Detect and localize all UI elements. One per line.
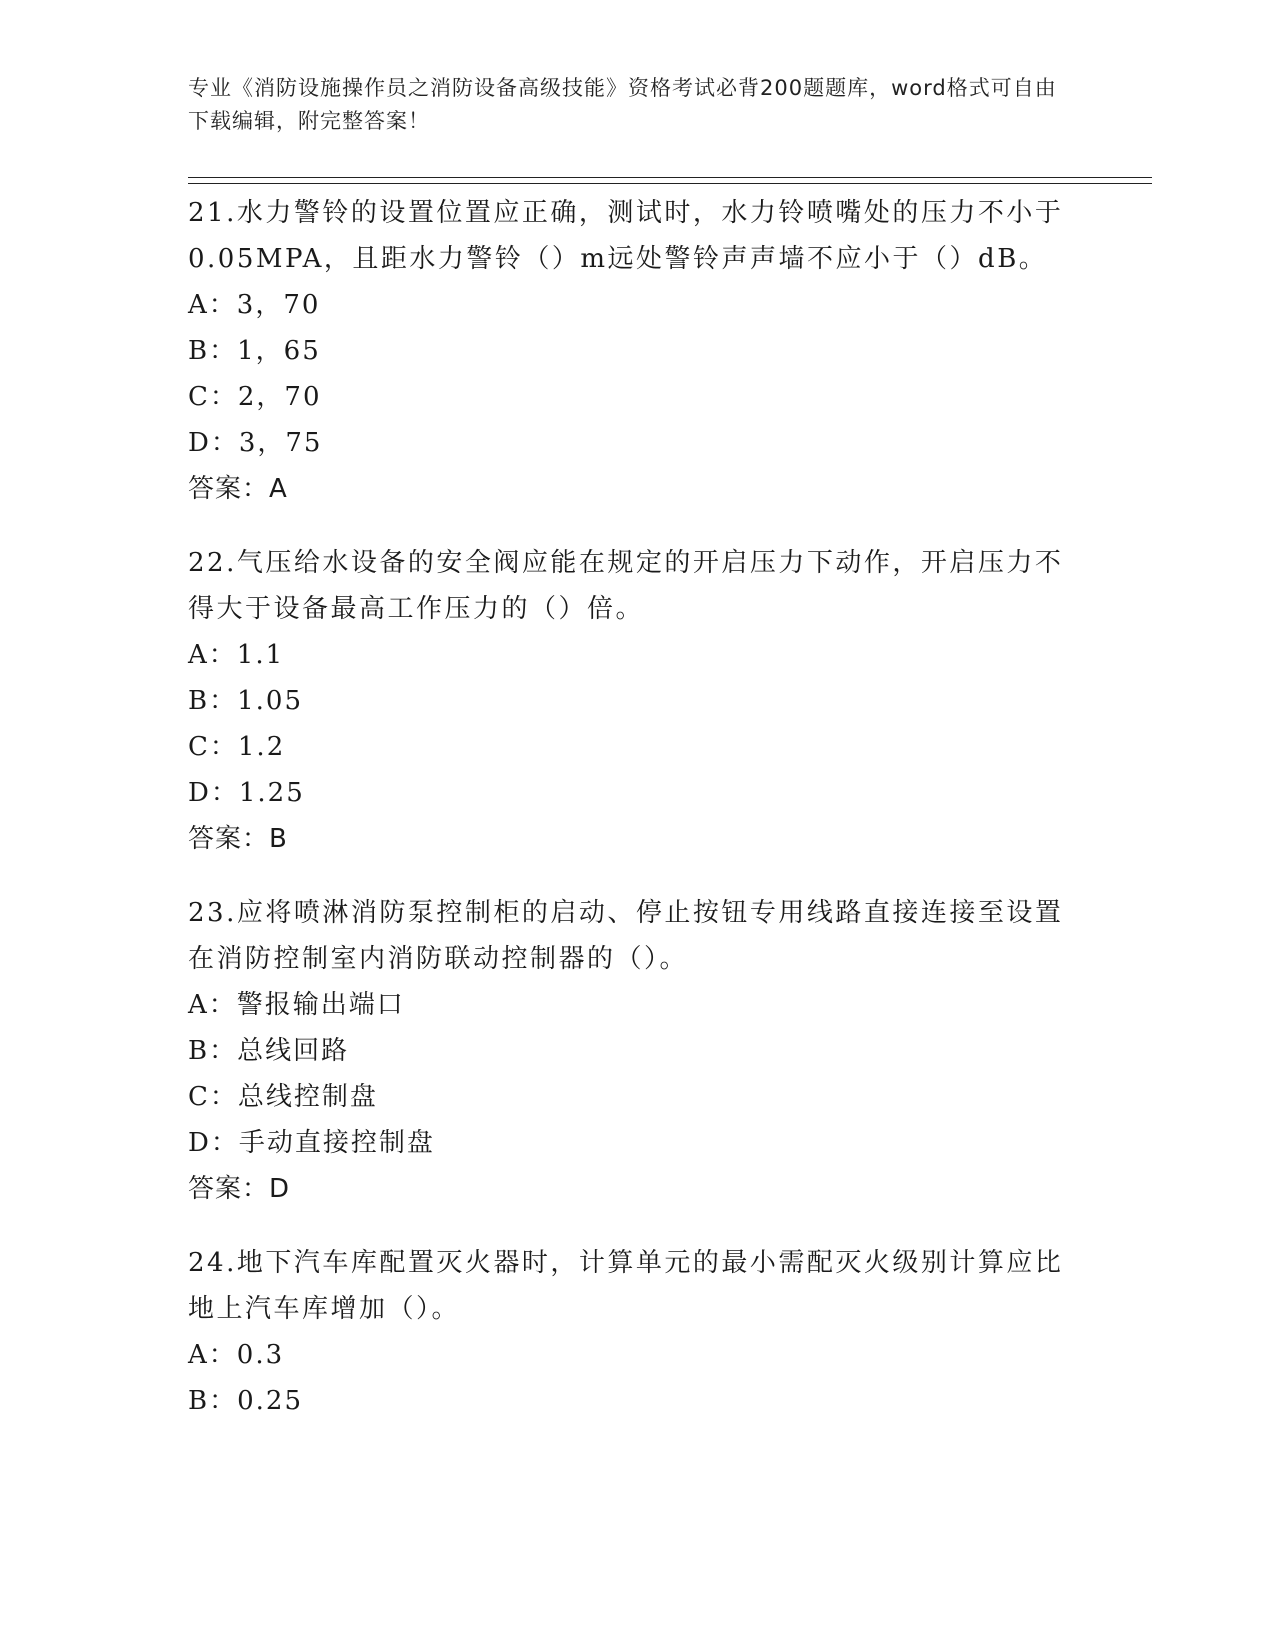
question-stem: 24.地下汽车库配置灭火器时，计算单元的最小需配灭火级别计算应比地上汽车库增加（）。	[188, 1248, 1064, 1324]
question-22	[188, 540, 1088, 862]
option-b: B：1，65	[188, 336, 321, 366]
question-24	[188, 1240, 1088, 1424]
option-d: D：1.25	[188, 778, 305, 808]
option-c: C：总线控制盘	[188, 1082, 378, 1112]
option-a: A：1.1	[188, 640, 285, 670]
option-a: A：0.3	[188, 1340, 285, 1370]
option-b: B：1.05	[188, 686, 303, 716]
option-b: B：总线回路	[188, 1036, 350, 1066]
option-b: B：0.25	[188, 1386, 303, 1416]
question-23	[188, 890, 1088, 1212]
option-d: D：手动直接控制盘	[188, 1128, 435, 1158]
header-divider-bottom	[188, 183, 1152, 184]
question-stem: 22.气压给水设备的安全阀应能在规定的开启压力下动作，开启压力不得大于设备最高工作压力的（）倍。	[188, 548, 1064, 624]
option-c: C：2，70	[188, 382, 322, 412]
answer: 答案：B	[188, 824, 288, 854]
option-a: A：警报输出端口	[188, 990, 405, 1020]
option-d: D：3，75	[188, 428, 323, 458]
answer: 答案：A	[188, 474, 288, 504]
header-divider-top	[188, 177, 1152, 178]
question-21	[188, 190, 1088, 512]
question-stem: 21.水力警铃的设置位置应正确，测试时，水力铃喷嘴处的压力不小于0.05MPA，且距水力警铃（）m远处警铃声声墙不应小于（）dB。	[188, 198, 1064, 274]
document-header: 专业《消防设施操作员之消防设备高级技能》资格考试必背200题题库，word格式可自由下载编辑，附完整答案！	[188, 76, 1057, 133]
answer: 答案：D	[188, 1174, 291, 1204]
option-a: A：3，70	[188, 290, 321, 320]
question-stem: 23.应将喷淋消防泵控制柜的启动、停止按钮专用线路直接连接至设置在消防控制室内消防联动控制器的（）。	[188, 898, 1064, 974]
option-c: C：1.2	[188, 732, 286, 762]
